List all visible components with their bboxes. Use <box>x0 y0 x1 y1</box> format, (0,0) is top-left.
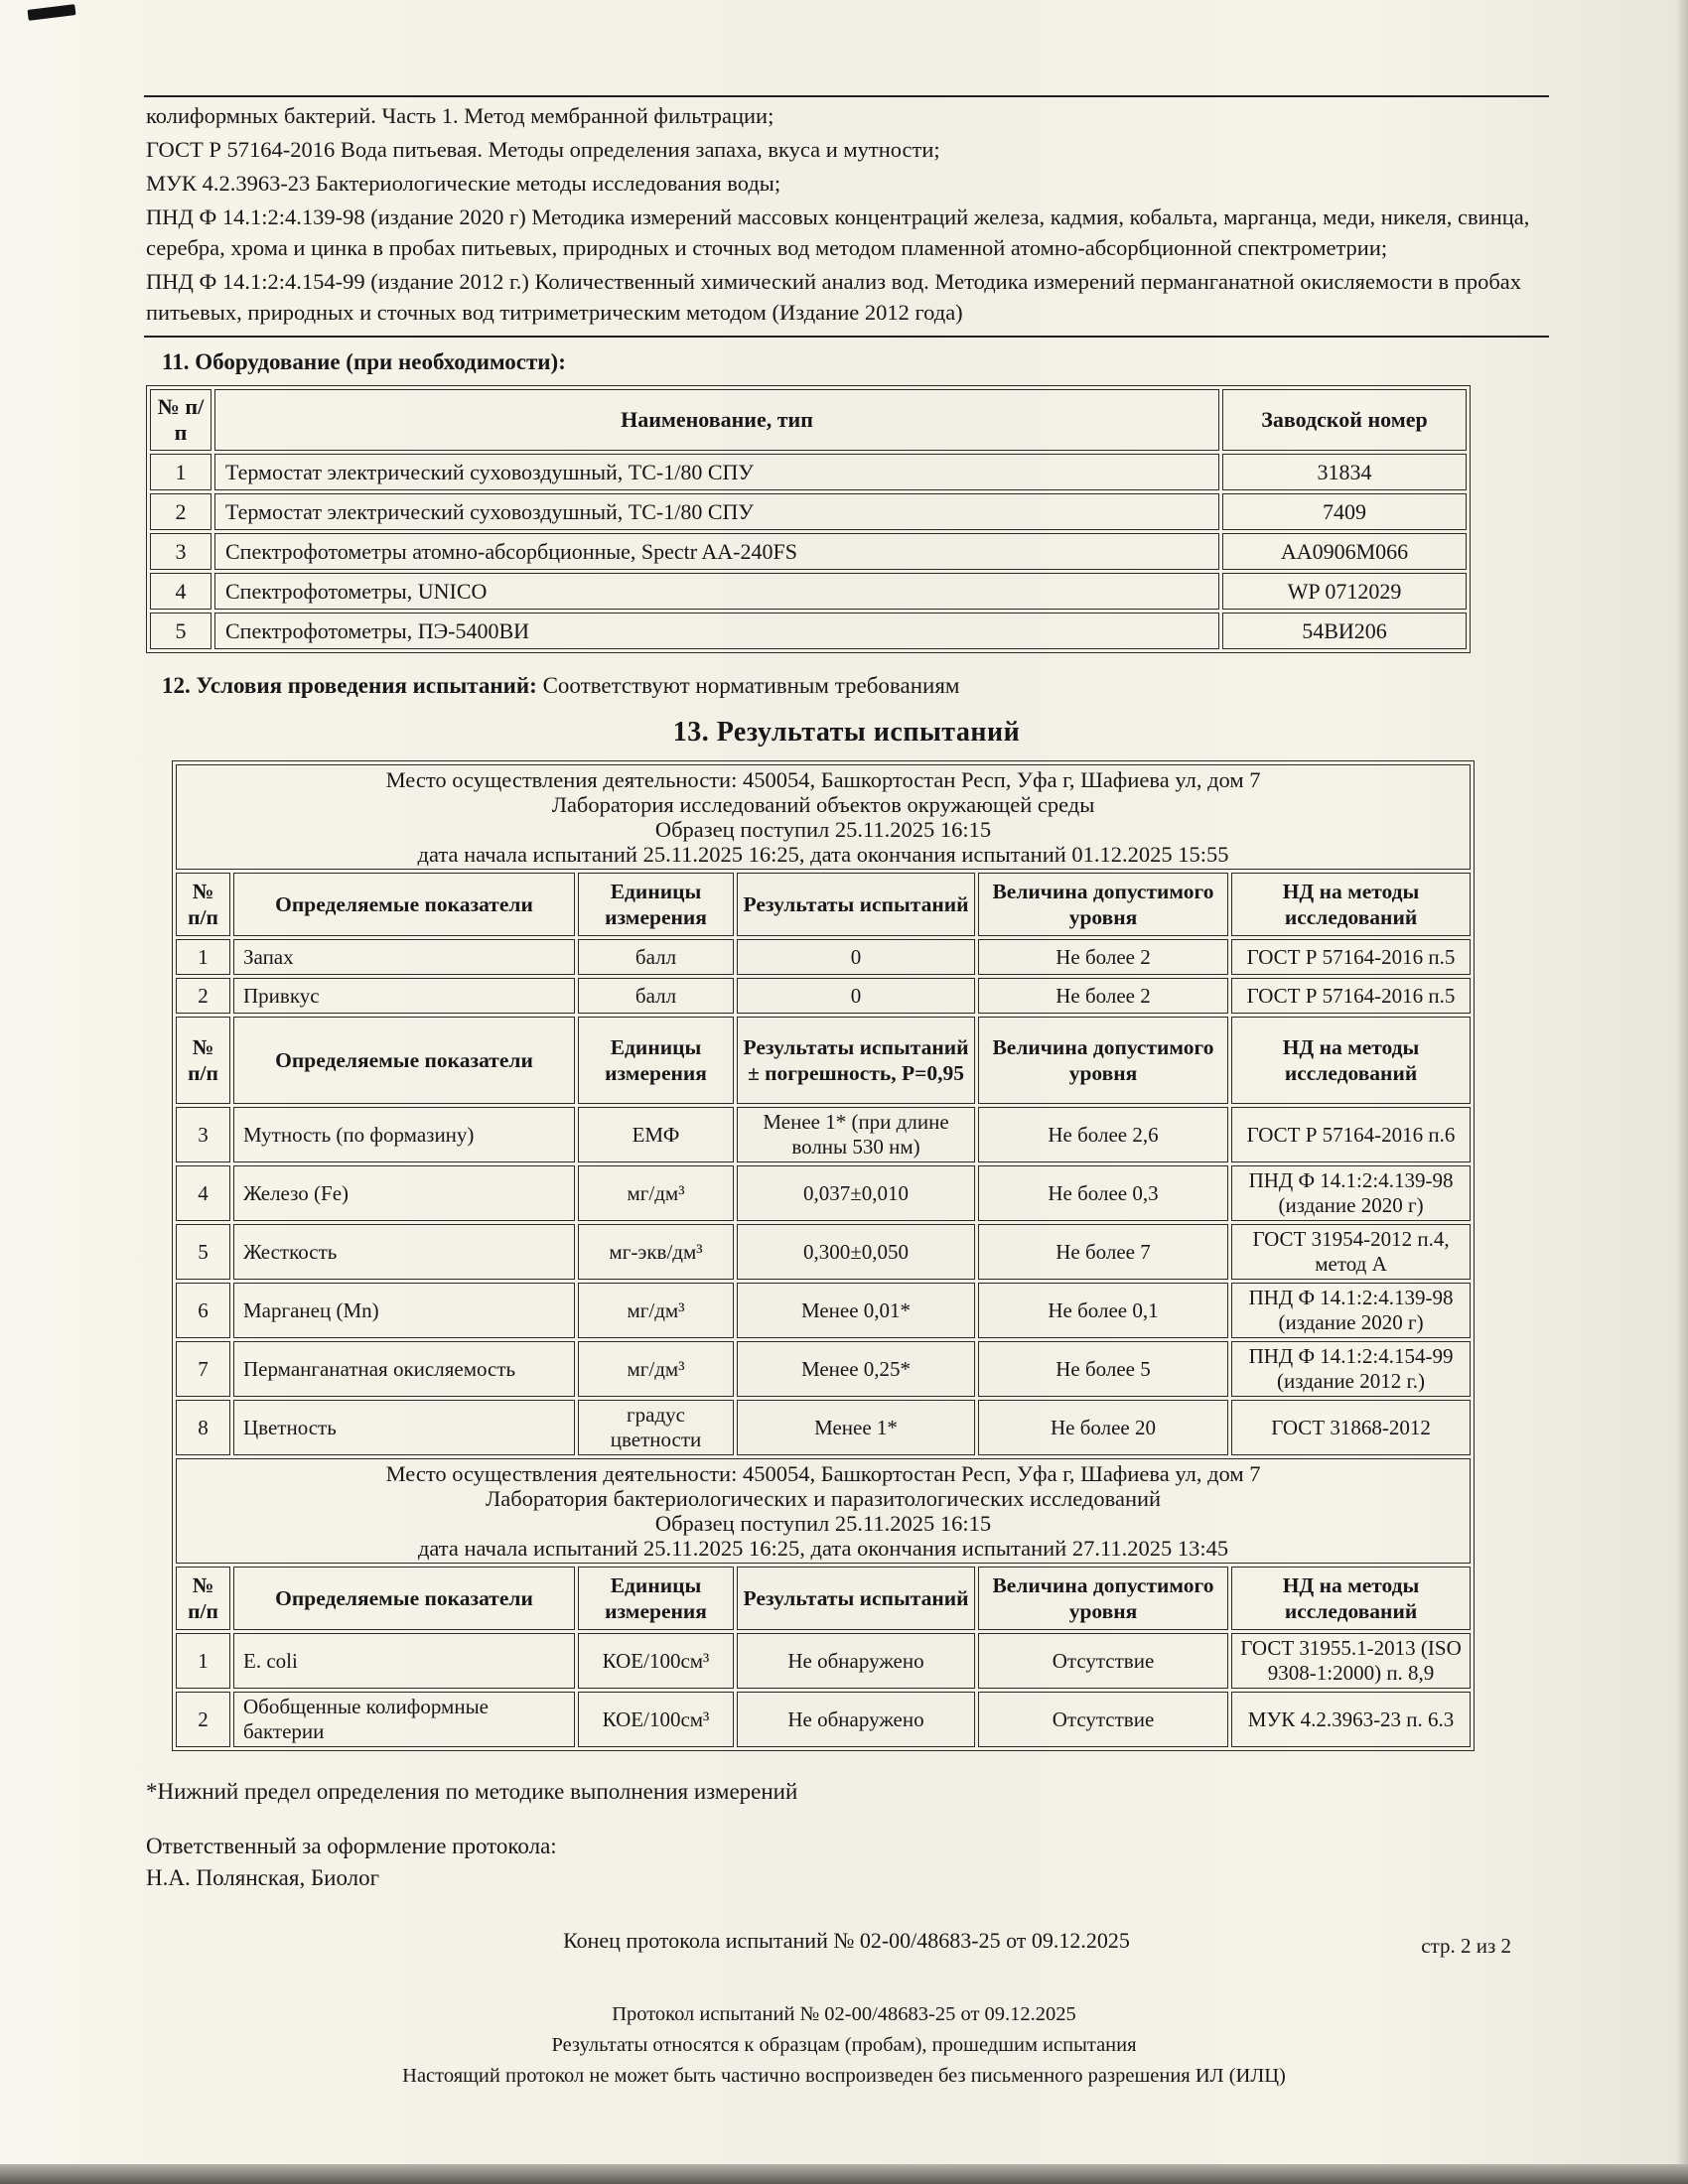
cell-result: Не обнаружено <box>737 1692 975 1747</box>
cell-limit: Отсутствие <box>978 1692 1228 1747</box>
header-method: НД на методы исследований <box>1231 1567 1471 1630</box>
cell-unit: градус цветности <box>578 1400 734 1455</box>
cell-name: Спектрофотометры, ПЭ-5400ВИ <box>214 613 1219 649</box>
cell-method: МУК 4.2.3963-23 п. 6.3 <box>1231 1692 1471 1747</box>
cell-method: ГОСТ Р 57164-2016 п.5 <box>1231 978 1471 1014</box>
cell-method: ПНД Ф 14.1:2:4.139-98 (издание 2020 г) <box>1231 1283 1471 1338</box>
cell-index: 1 <box>176 939 230 975</box>
header-result: Результаты испытаний <box>737 873 975 936</box>
location-block-bacteriology <box>176 1458 1471 1564</box>
cell-index: 2 <box>176 1692 230 1747</box>
header-method: НД на методы исследований <box>1231 1017 1471 1104</box>
section-12-label: 12. Условия проведения испытаний: <box>162 673 537 698</box>
footnote: *Нижний предел определения по методике выполнения измерений <box>146 1779 798 1804</box>
table-row <box>176 1107 1471 1162</box>
cell-indicator: Мутность (по формазину) <box>233 1107 575 1162</box>
cell-method: ПНД Ф 14.1:2:4.154-99 (издание 2012 г.) <box>1231 1341 1471 1397</box>
cell-method: ГОСТ 31954-2012 п.4, метод А <box>1231 1224 1471 1280</box>
table-row <box>176 1692 1471 1747</box>
header-limit: Величина допустимого уровня <box>978 1567 1228 1630</box>
cell-unit: КОЕ/100см³ <box>578 1633 734 1689</box>
location-line: Место осуществления деятельности: 450054, Башкортостан Респ, Уфа г, Шафиева ул, дом 7 <box>385 1461 1261 1486</box>
table-row <box>150 573 1467 610</box>
intro-line: колиформных бактерий. Часть 1. Метод мембранной фильтрации; <box>146 103 774 128</box>
header-unit: Единицы измерения <box>578 1017 734 1104</box>
location-line: дата начала испытаний 25.11.2025 16:25, дата окончания испытаний 27.11.2025 13:45 <box>417 1536 1229 1561</box>
cell-method: ГОСТ Р 57164-2016 п.5 <box>1231 939 1471 975</box>
cell-name: Спектрофотометры атомно-абсорбционные, Spectr AA-240FS <box>214 533 1219 570</box>
cell-name: Спектрофотометры, UNICO <box>214 573 1219 610</box>
results-table <box>172 760 1475 1751</box>
cell-index: 1 <box>176 1633 230 1689</box>
location-line: Образец поступил 25.11.2025 16:15 <box>654 817 992 842</box>
page-edge-shadow <box>1676 0 1688 2184</box>
cell-unit: балл <box>578 978 734 1014</box>
header-indicator: Определяемые показатели <box>233 1017 575 1104</box>
location-line: Лаборатория бактериологических и паразитологических исследований <box>485 1486 1162 1511</box>
cell-limit: Не более 7 <box>978 1224 1228 1280</box>
cell-method: ГОСТ Р 57164-2016 п.6 <box>1231 1107 1471 1162</box>
table-row <box>150 613 1467 649</box>
intro-line: ПНД Ф 14.1:2:4.139-98 (издание 2020 г) Методика измерений массовых концентраций железа, кадмия, кобальта, марганца, меди, никеля, свинца, серебра, хрома и цинка в пробах питьевых, природных и сточных вод методом пламенной атомно-абсорбционной спектрометрии; <box>146 205 1530 260</box>
location-block-chemistry <box>176 764 1471 870</box>
responsible-label: Ответственный за оформление протокола: <box>146 1834 557 1858</box>
cell-limit: Не более 0,1 <box>978 1283 1228 1338</box>
intro-line: ГОСТ Р 57164-2016 Вода питьевая. Методы определения запаха, вкуса и мутности; <box>146 137 940 162</box>
header-limit: Величина допустимого уровня <box>978 1017 1228 1104</box>
cell-limit: Не более 2 <box>978 939 1228 975</box>
cell-limit: Не более 0,3 <box>978 1165 1228 1221</box>
cell-serial: WP 0712029 <box>1222 573 1467 610</box>
cell-index: 3 <box>150 533 211 570</box>
table-header-row <box>176 873 1471 936</box>
cell-index: 1 <box>150 454 211 490</box>
cell-result: Менее 1* <box>737 1400 975 1455</box>
cell-unit: мг/дм³ <box>578 1341 734 1397</box>
page-footer <box>0 1999 1688 2092</box>
cell-index: 4 <box>150 573 211 610</box>
header-serial: Заводской номер <box>1222 389 1467 451</box>
header-index: № п/п <box>150 389 211 451</box>
top-rule <box>144 95 1549 97</box>
cell-indicator: Перманганатная окисляемость <box>233 1341 575 1397</box>
header-indicator: Определяемые показатели <box>233 1567 575 1630</box>
cell-indicator: Запах <box>233 939 575 975</box>
cell-serial: 54ВИ206 <box>1222 613 1467 649</box>
footer-line: Результаты относятся к образцам (пробам), прошедшим испытания <box>551 2034 1137 2056</box>
table-header-row <box>176 1017 1471 1104</box>
table-header-row <box>150 389 1467 451</box>
responsible-name: Н.А. Полянская, Биолог <box>146 1865 380 1890</box>
table-row <box>176 1224 1471 1280</box>
header-index: № п/п <box>176 873 230 936</box>
cell-name: Термостат электрический суховоздушный, ТС-1/80 СПУ <box>214 493 1219 530</box>
page-number: стр. 2 из 2 <box>1421 1934 1511 1958</box>
cell-limit: Не более 5 <box>978 1341 1228 1397</box>
cell-method: ГОСТ 31868-2012 <box>1231 1400 1471 1455</box>
table-row <box>176 1633 1471 1689</box>
cell-serial: AA0906M066 <box>1222 533 1467 570</box>
header-index: № п/п <box>176 1567 230 1630</box>
cell-indicator: Обобщенные колиформные бактерии <box>233 1692 575 1747</box>
footer-line: Настоящий протокол не может быть частично воспроизведен без письменного разрешения ИЛ (ИЛЦ) <box>402 2065 1286 2087</box>
cell-serial: 31834 <box>1222 454 1467 490</box>
table-row <box>150 493 1467 530</box>
location-line: Образец поступил 25.11.2025 16:15 <box>654 1511 992 1536</box>
cell-unit: мг/дм³ <box>578 1165 734 1221</box>
cell-index: 7 <box>176 1341 230 1397</box>
scan-bottom-edge <box>0 2164 1688 2184</box>
cell-method: ПНД Ф 14.1:2:4.139-98 (издание 2020 г) <box>1231 1165 1471 1221</box>
location-line: Место осуществления деятельности: 450054, Башкортостан Респ, Уфа г, Шафиева ул, дом 7 <box>385 767 1261 792</box>
table-row <box>176 1283 1471 1338</box>
header-name-type: Наименование, тип <box>214 389 1219 451</box>
cell-index: 5 <box>150 613 211 649</box>
location-line: Лаборатория исследований объектов окружающей среды <box>551 792 1095 817</box>
cell-indicator: Цветность <box>233 1400 575 1455</box>
equipment-table <box>146 385 1471 653</box>
table-header-row <box>176 1567 1471 1630</box>
cell-serial: 7409 <box>1222 493 1467 530</box>
intro-line: ПНД Ф 14.1:2:4.154-99 (издание 2012 г.) Количественный химический анализ вод. Методика измерений перманганатной окисляемости в пробах питьевых, природных и сточных вод титриметрическим методом (Издание 2012 года) <box>146 269 1522 325</box>
cell-indicator: E. coli <box>233 1633 575 1689</box>
cell-index: 2 <box>150 493 211 530</box>
cell-result: Менее 0,01* <box>737 1283 975 1338</box>
cell-result: Менее 0,25* <box>737 1341 975 1397</box>
cell-index: 4 <box>176 1165 230 1221</box>
end-of-protocol-line: Конец протокола испытаний № 02-00/48683-25 от 09.12.2025 <box>563 1928 1130 1953</box>
cell-limit: Не более 2,6 <box>978 1107 1228 1162</box>
table-row <box>176 978 1471 1014</box>
cell-result: 0,037±0,010 <box>737 1165 975 1221</box>
cell-name: Термостат электрический суховоздушный, ТС-1/80 СПУ <box>214 454 1219 490</box>
cell-result: Менее 1* (при длине волны 530 нм) <box>737 1107 975 1162</box>
location-block-row <box>176 1458 1471 1564</box>
table-row <box>176 1400 1471 1455</box>
cell-limit: Отсутствие <box>978 1633 1228 1689</box>
cell-index: 8 <box>176 1400 230 1455</box>
intro-line: МУК 4.2.3963-23 Бактериологические методы исследования воды; <box>146 171 781 196</box>
header-result-uncertainty: Результаты испытаний ± погрешность, P=0,95 <box>737 1017 975 1104</box>
table-row <box>150 454 1467 490</box>
header-limit: Величина допустимого уровня <box>978 873 1228 936</box>
cell-indicator: Марганец (Mn) <box>233 1283 575 1338</box>
cell-result: Не обнаружено <box>737 1633 975 1689</box>
footer-line: Протокол испытаний № 02-00/48683-25 от 09.12.2025 <box>612 2003 1076 2025</box>
cell-indicator: Жесткость <box>233 1224 575 1280</box>
header-result: Результаты испытаний <box>737 1567 975 1630</box>
header-unit: Единицы измерения <box>578 873 734 936</box>
cell-unit: балл <box>578 939 734 975</box>
cell-result: 0 <box>737 978 975 1014</box>
cell-index: 6 <box>176 1283 230 1338</box>
header-unit: Единицы измерения <box>578 1567 734 1630</box>
location-block-row <box>176 764 1471 870</box>
cell-unit: мг-экв/дм³ <box>578 1224 734 1280</box>
section-13-heading: 13. Результаты испытаний <box>672 717 1021 748</box>
table-row <box>176 939 1471 975</box>
section-12-value: Соответствуют нормативным требованиям <box>542 673 960 698</box>
cell-result: 0,300±0,050 <box>737 1224 975 1280</box>
header-method: НД на методы исследований <box>1231 873 1471 936</box>
table-row <box>176 1341 1471 1397</box>
responsible-block <box>146 1831 1549 1894</box>
cell-indicator: Железо (Fe) <box>233 1165 575 1221</box>
table-row <box>150 533 1467 570</box>
header-indicator: Определяемые показатели <box>233 873 575 936</box>
cell-method: ГОСТ 31955.1-2013 (ISO 9308-1:2000) п. 8,9 <box>1231 1633 1471 1689</box>
cell-index: 3 <box>176 1107 230 1162</box>
cell-unit: мг/дм³ <box>578 1283 734 1338</box>
cell-limit: Не более 2 <box>978 978 1228 1014</box>
divider-rule <box>144 336 1549 338</box>
location-line: дата начала испытаний 25.11.2025 16:25, дата окончания испытаний 01.12.2025 15:55 <box>417 842 1229 867</box>
cell-index: 2 <box>176 978 230 1014</box>
section-11-heading: 11. Оборудование (при необходимости): <box>162 349 566 374</box>
header-index: № п/п <box>176 1017 230 1104</box>
cell-index: 5 <box>176 1224 230 1280</box>
cell-indicator: Привкус <box>233 978 575 1014</box>
table-row <box>176 1165 1471 1221</box>
cell-result: 0 <box>737 939 975 975</box>
cell-unit: ЕМФ <box>578 1107 734 1162</box>
section-12-line <box>162 673 1549 699</box>
cell-unit: КОЕ/100см³ <box>578 1692 734 1747</box>
cell-limit: Не более 20 <box>978 1400 1228 1455</box>
